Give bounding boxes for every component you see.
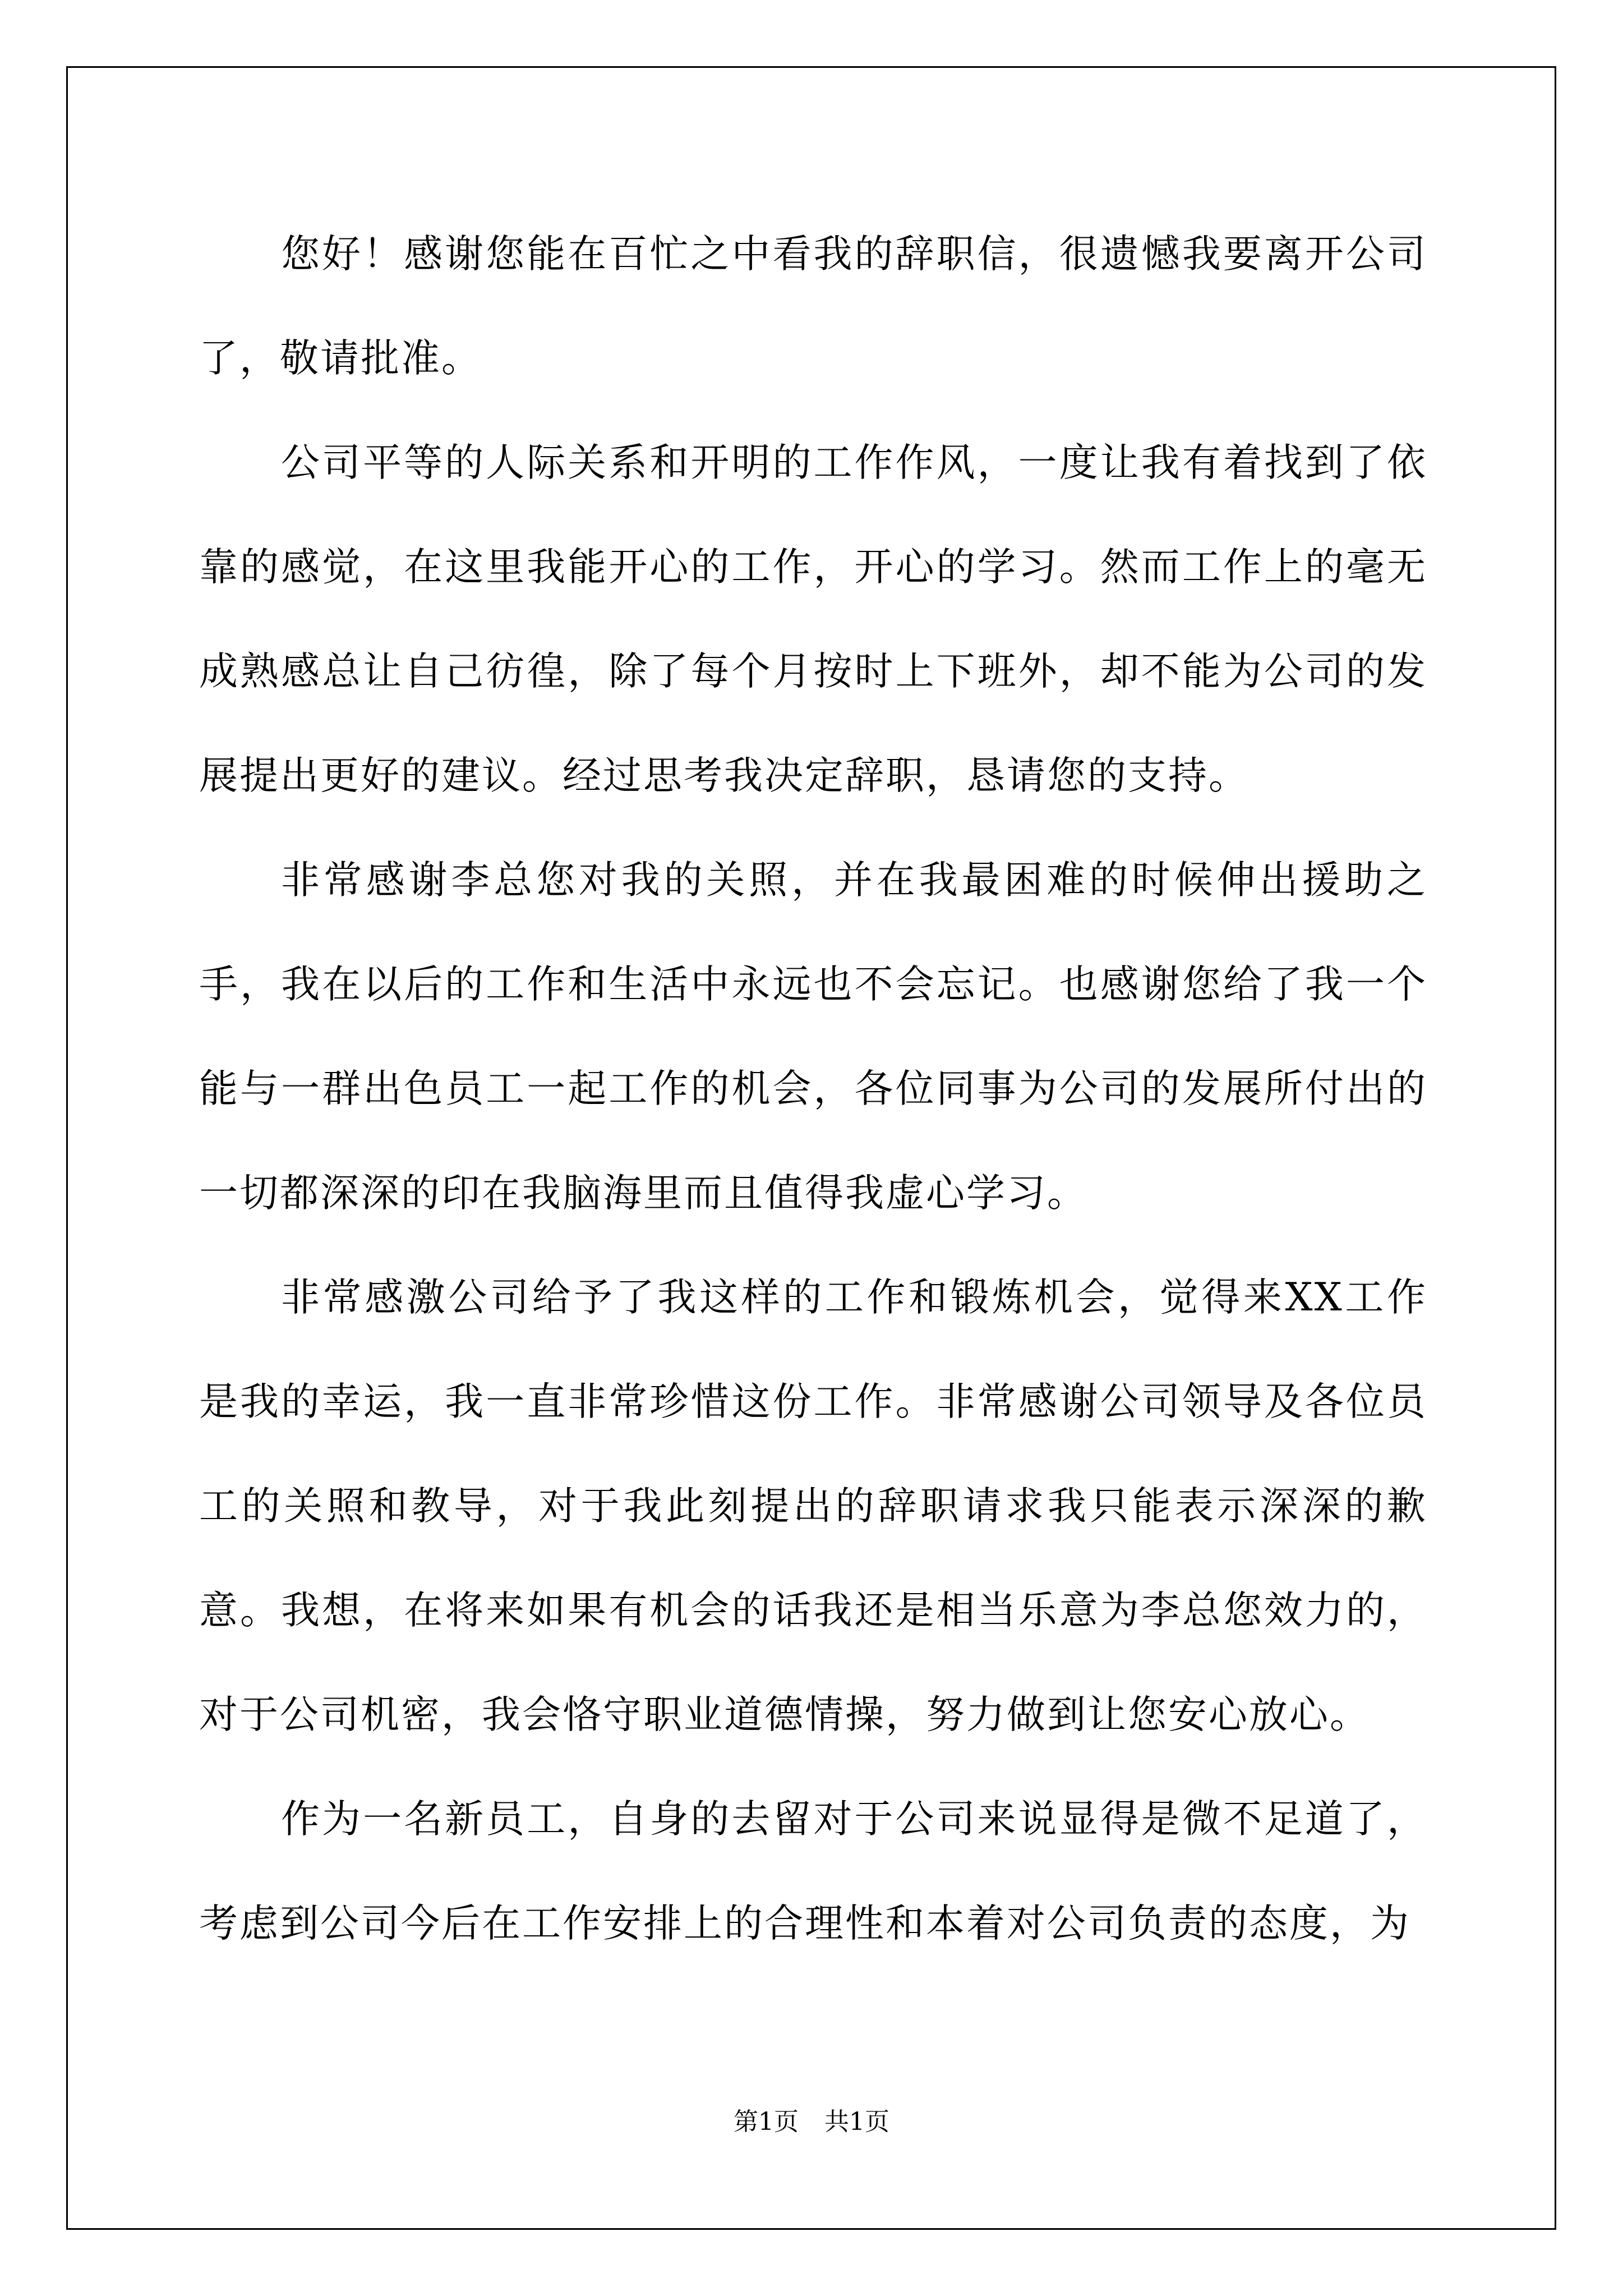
page-footer bbox=[0, 2101, 1623, 2137]
page-number-total: 共1页 bbox=[824, 2108, 889, 2136]
page-number-current: 第1页 bbox=[734, 2108, 799, 2136]
paragraph-1: 您好！感谢您能在百忙之中看我的辞职信，很遗憾我要离开公司了，敬请批准。 bbox=[199, 232, 1427, 381]
paragraph-3: 非常感谢李总您对我的关照，并在我最困难的时候伸出援助之手，我在以后的工作和生活中永远也不会忘记。也感谢您给了我一个能与一群出色员工一起工作的机会，各位同事为公司的发展所付出的一切都深深的印在我脑海里而且值得我虚心学习。 bbox=[199, 858, 1427, 1216]
paragraph-2: 公司平等的人际关系和开明的工作作风，一度让我有着找到了依靠的感觉，在这里我能开心的工作，开心的学习。然而工作上的毫无成熟感总让自己彷徨，除了每个月按时上下班外，却不能为公司的发展提出更好的建议。经过思考我决定辞职，恳请您的支持。 bbox=[199, 440, 1427, 798]
document-body bbox=[199, 202, 1427, 1976]
paragraph-4: 非常感激公司给予了我这样的工作和锻炼机会，觉得来XX工作是我的幸运，我一直非常珍惜这份工作。非常感谢公司领导及各位员工的关照和教导，对于我此刻提出的辞职请求我只能表示深深的歉意。我想，在将来如果有机会的话我还是相当乐意为李总您效力的，对于公司机密，我会恪守职业道德情操，努力做到让您安心放心。 bbox=[199, 1275, 1427, 1737]
paragraph-5: 作为一名新员工，自身的去留对于公司来说显得是微不足道了，考虑到公司今后在工作安排上的合理性和本着对公司负责的态度，为 bbox=[199, 1797, 1427, 1946]
